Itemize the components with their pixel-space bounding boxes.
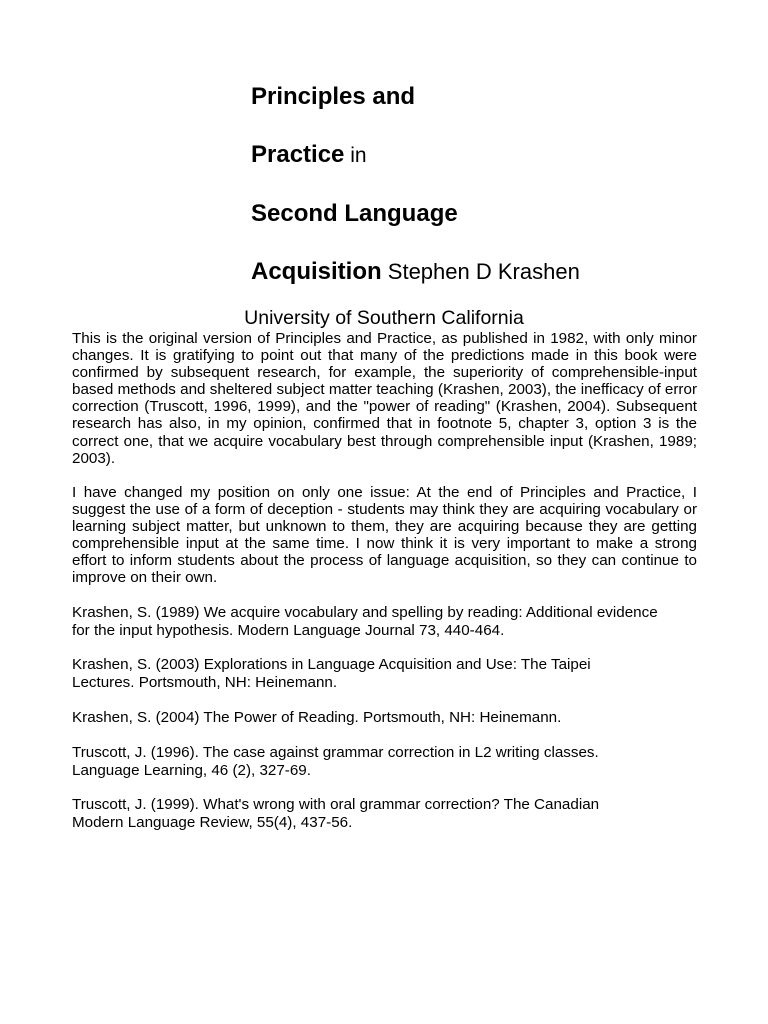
title-line-4 [251,243,731,301]
reference-line: Truscott, J. (1999). What's wrong with oral grammar correction? The Canadian [72,796,600,813]
reference-item [72,709,672,727]
reference-item [72,604,672,639]
reference-item [72,796,672,831]
reference-line: Krashen, S. (2004) The Power of Reading. Portsmouth, NH: Heinemann. [72,709,562,726]
intro-paragraph-2: I have changed my position on only one issue: At the end of Principles and Practice, I suggest the use of a form of deception - students may think they are acquiring vocabulary or learning subject matter, but unknown to them, they are acquiring because they are getting comprehensible input at the same time. I now think it is very important to make a strong effort to inform students about the process of language acquisition, so they can continue to improve on their own. [72,484,697,587]
title-text-principles: Principles and [251,83,416,110]
title-text-practice: Practice [251,141,345,168]
intro-paragraph-1: This is the original version of Principles and Practice, as published in 1982, with only minor changes. It is gratifying to point out that many of the predictions made in this book were confirmed by subsequent research, for example, the superiority of comprehensible-input based methods and sheltered subject matter teaching (Krashen, 2003), the inefficacy of error correction (Truscott, 1996, 1999), and the "power of reading" (Krashen, 2004). Subsequent research has also, in my opinion, confirmed that in footnote 5, chapter 3, option 3 is the correct one, that we acquire vocabulary best through comprehensible input (Krashen, 1989; 2003). [72,330,697,467]
reference-item [72,656,672,691]
document-title [251,68,731,301]
reference-item [72,744,672,779]
reference-line: Krashen, S. (1989) We acquire vocabulary and spelling by reading: Additional evidence [72,604,658,621]
title-line-1 [251,68,731,126]
reference-line: Truscott, J. (1996). The case against grammar correction in L2 writing classes. [72,744,599,761]
title-text-in: in [344,144,367,167]
title-text-second-language: Second Language [251,200,458,227]
reference-line: Language Learning, 46 (2), 327-69. [72,761,311,779]
reference-line: Lectures. Portsmouth, NH: Heinemann. [72,673,338,691]
title-line-2 [251,126,731,185]
reference-line: for the input hypothesis. Modern Language Journal 73, 440-464. [72,621,505,639]
title-text-acquisition: Acquisition [251,258,382,285]
author-name: Stephen D Krashen [381,259,580,284]
reference-line: Modern Language Review, 55(4), 437-56. [72,813,353,831]
title-line-3 [251,185,731,243]
author-affiliation: University of Southern California [244,307,524,329]
reference-line: Krashen, S. (2003) Explorations in Language Acquisition and Use: The Taipei [72,656,591,673]
